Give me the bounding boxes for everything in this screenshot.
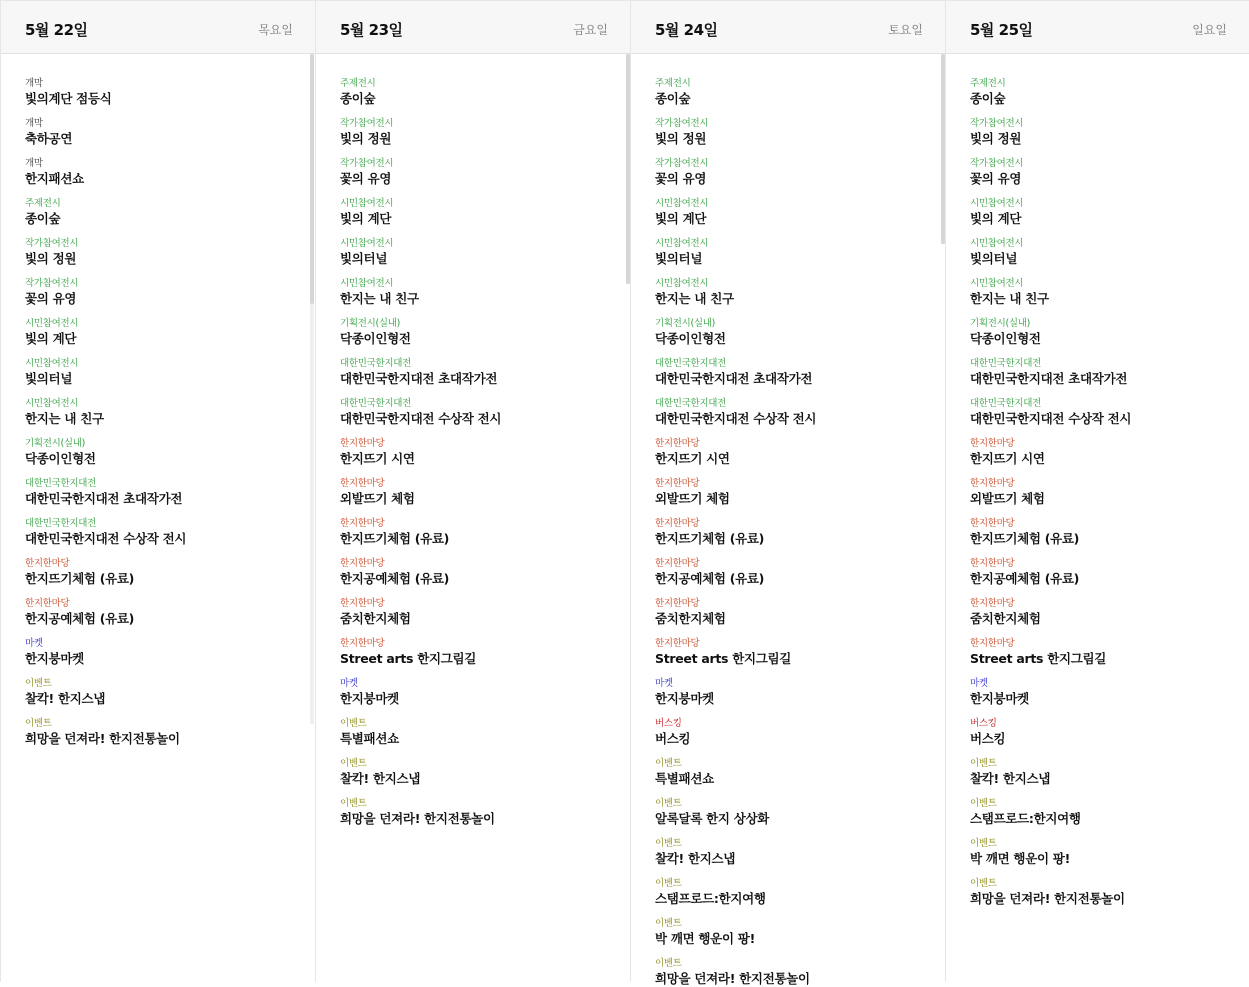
event-item[interactable] — [340, 118, 393, 147]
event-title: 희망을 던져라! 한지전통놀이 — [340, 811, 495, 826]
event-title: 대한민국한지대전 초대작가전 — [655, 371, 813, 386]
event-item[interactable] — [970, 478, 1045, 507]
event-item[interactable] — [970, 798, 1081, 827]
event-title: 찰칵! 한지스냅 — [655, 851, 736, 866]
event-category: 시민참여전시 — [340, 238, 394, 249]
event-title: 한지패션쇼 — [25, 171, 84, 186]
event-category: 시민참여전시 — [25, 358, 79, 369]
event-item[interactable] — [970, 158, 1023, 187]
event-title: 희망을 던져라! 한지전통놀이 — [655, 971, 810, 986]
event-item[interactable] — [655, 958, 810, 987]
event-category: 한지한마당 — [970, 518, 1015, 529]
event-title: 종이숲 — [340, 91, 376, 106]
event-item[interactable] — [970, 358, 1127, 387]
event-title: 빛의 계단 — [340, 211, 392, 226]
event-category: 작가참여전시 — [25, 278, 79, 289]
event-item[interactable] — [340, 198, 393, 227]
day-header — [316, 0, 630, 54]
event-title: 닥종이인형전 — [970, 331, 1041, 346]
event-category: 이벤트 — [340, 718, 367, 729]
event-category: 시민참여전시 — [340, 278, 394, 289]
event-title: 꽃의 유영 — [655, 171, 707, 186]
event-title: 한지는 내 친구 — [970, 291, 1049, 306]
event-category: 주제전시 — [970, 78, 1006, 89]
event-title: 찰칵! 한지스냅 — [25, 691, 106, 706]
day-column — [0, 0, 315, 982]
event-item[interactable] — [970, 678, 1029, 707]
event-item[interactable] — [970, 758, 1050, 787]
event-title: 대한민국한지대전 초대작가전 — [25, 491, 183, 506]
event-item[interactable] — [655, 838, 735, 867]
event-title: 대한민국한지대전 수상작 전시 — [25, 531, 187, 546]
event-category: 기획전시(실내) — [25, 438, 86, 449]
event-title: Street arts 한지그림길 — [970, 651, 1107, 666]
event-title: 빛의 정원 — [340, 131, 392, 146]
event-category: 한지한마당 — [970, 438, 1015, 449]
event-title: 종이숲 — [655, 91, 691, 106]
event-title: 한지공예체험 (유료) — [25, 611, 135, 626]
event-category: 한지한마당 — [340, 478, 385, 489]
day-weekday: 토요일 — [888, 23, 923, 37]
event-title: 빛의계단 점등식 — [25, 91, 112, 106]
event-category: 대한민국한지대전 — [25, 478, 97, 489]
event-category: 시민참여전시 — [655, 278, 709, 289]
event-category: 대한민국한지대전 — [340, 358, 412, 369]
day-weekday: 금요일 — [573, 23, 608, 37]
scrollbar-thumb[interactable] — [310, 54, 314, 304]
event-category: 대한민국한지대전 — [25, 518, 97, 529]
day-header — [946, 0, 1249, 54]
event-title: 외발뜨기 체험 — [655, 491, 730, 506]
event-item[interactable] — [340, 158, 393, 187]
event-title: 닥종이인형전 — [25, 451, 96, 466]
event-category: 작가참여전시 — [340, 118, 394, 129]
event-title: 빛의터널 — [340, 251, 388, 266]
event-category: 이벤트 — [970, 758, 997, 769]
scrollbar[interactable] — [310, 54, 314, 724]
event-category: 한지한마당 — [340, 558, 385, 569]
event-item[interactable] — [655, 918, 755, 947]
event-title: 한지붕마켓 — [655, 691, 714, 706]
event-category: 시민참여전시 — [970, 278, 1024, 289]
event-item[interactable] — [970, 598, 1041, 627]
event-title: 박 깨면 행운이 팡! — [970, 851, 1070, 866]
event-category: 기획전시(실내) — [655, 318, 716, 329]
event-category: 대한민국한지대전 — [970, 358, 1042, 369]
event-item[interactable] — [25, 718, 180, 747]
event-category: 개막 — [25, 158, 43, 169]
event-category: 시민참여전시 — [25, 398, 79, 409]
day-header — [1, 0, 315, 54]
event-category: 시민참여전시 — [655, 198, 709, 209]
event-item[interactable] — [340, 798, 495, 827]
event-title: 한지붕마켓 — [970, 691, 1029, 706]
event-item[interactable] — [970, 718, 1005, 747]
event-category: 주제전시 — [25, 198, 61, 209]
event-category: 대한민국한지대전 — [655, 398, 727, 409]
event-title: 빛의 정원 — [970, 131, 1022, 146]
event-category: 한지한마당 — [655, 438, 700, 449]
event-category: 작가참여전시 — [340, 158, 394, 169]
event-category: 이벤트 — [340, 758, 367, 769]
event-title: 줌치한지체험 — [655, 611, 726, 626]
event-item[interactable] — [655, 438, 730, 467]
event-item[interactable] — [655, 158, 708, 187]
event-category: 작가참여전시 — [970, 118, 1024, 129]
event-title: 대한민국한지대전 초대작가전 — [340, 371, 498, 386]
event-item[interactable] — [655, 678, 714, 707]
event-category: 한지한마당 — [340, 638, 385, 649]
event-item[interactable] — [25, 478, 182, 507]
event-item[interactable] — [655, 558, 764, 587]
event-title: 한지뜨기 시연 — [970, 451, 1045, 466]
event-category: 주제전시 — [340, 78, 376, 89]
event-category: 이벤트 — [655, 958, 682, 969]
event-category: 한지한마당 — [655, 478, 700, 489]
event-item[interactable] — [970, 78, 1006, 107]
event-title: 버스킹 — [970, 731, 1006, 746]
event-item[interactable] — [25, 78, 111, 107]
event-title: Street arts 한지그림길 — [340, 651, 477, 666]
event-item[interactable] — [340, 238, 393, 267]
event-item[interactable] — [340, 718, 399, 747]
event-item[interactable] — [25, 118, 72, 147]
event-item[interactable] — [655, 198, 708, 227]
event-title: 한지공예체험 (유료) — [340, 571, 450, 586]
day-date: 5월 25일 — [970, 21, 1033, 39]
event-category: 이벤트 — [655, 918, 682, 929]
day-column — [315, 0, 630, 982]
event-category: 이벤트 — [655, 838, 682, 849]
event-category: 시민참여전시 — [340, 198, 394, 209]
event-item[interactable] — [25, 318, 78, 347]
event-category: 이벤트 — [970, 798, 997, 809]
event-item[interactable] — [655, 118, 708, 147]
event-title: 닥종이인형전 — [340, 331, 411, 346]
event-item[interactable] — [655, 478, 730, 507]
event-category: 한지한마당 — [655, 598, 700, 609]
event-title: 빛의 정원 — [25, 251, 77, 266]
event-item[interactable] — [25, 238, 78, 267]
event-category: 한지한마당 — [340, 438, 385, 449]
event-item[interactable] — [655, 278, 734, 307]
event-category: 시민참여전시 — [970, 198, 1024, 209]
event-category: 주제전시 — [655, 78, 691, 89]
event-item[interactable] — [970, 318, 1041, 347]
event-title: 빛의 정원 — [655, 131, 707, 146]
event-category: 버스킹 — [970, 718, 997, 729]
event-category: 한지한마당 — [970, 638, 1015, 649]
event-category: 작가참여전시 — [25, 238, 79, 249]
event-title: 빛의터널 — [970, 251, 1018, 266]
event-category: 이벤트 — [970, 838, 997, 849]
event-item[interactable] — [655, 518, 764, 547]
event-category: 대한민국한지대전 — [655, 358, 727, 369]
event-category: 이벤트 — [25, 678, 52, 689]
event-item[interactable] — [970, 518, 1079, 547]
event-title: 빛의 계단 — [25, 331, 77, 346]
event-title: 꽃의 유영 — [970, 171, 1022, 186]
event-item[interactable] — [340, 678, 399, 707]
event-category: 작가참여전시 — [970, 158, 1024, 169]
event-category: 마켓 — [655, 678, 673, 689]
event-category: 기획전시(실내) — [340, 318, 401, 329]
event-title: 찰칵! 한지스냅 — [340, 771, 421, 786]
event-category: 이벤트 — [25, 718, 52, 729]
event-item[interactable] — [655, 758, 714, 787]
event-category: 마켓 — [340, 678, 358, 689]
event-item[interactable] — [25, 518, 186, 547]
event-category: 작가참여전시 — [655, 158, 709, 169]
event-title: 스탬프로드:한지여행 — [655, 891, 766, 906]
event-category: 마켓 — [25, 638, 43, 649]
event-category: 이벤트 — [655, 758, 682, 769]
event-title: 한지공예체험 (유료) — [970, 571, 1080, 586]
event-category: 이벤트 — [655, 878, 682, 889]
event-title: 빛의 계단 — [655, 211, 707, 226]
event-title: 알록달록 한지 상상화 — [655, 811, 770, 826]
event-title: 종이숲 — [970, 91, 1006, 106]
event-category: 한지한마당 — [340, 598, 385, 609]
day-weekday: 일요일 — [1192, 23, 1227, 37]
event-title: 박 깨면 행운이 팡! — [655, 931, 755, 946]
event-category: 한지한마당 — [655, 518, 700, 529]
event-item[interactable] — [25, 558, 134, 587]
day-weekday: 목요일 — [258, 23, 293, 37]
event-category: 한지한마당 — [340, 518, 385, 529]
event-item[interactable] — [340, 598, 411, 627]
event-title: 한지뜨기체험 (유료) — [970, 531, 1080, 546]
event-title: 한지공예체험 (유료) — [655, 571, 765, 586]
event-category: 시민참여전시 — [970, 238, 1024, 249]
event-category: 기획전시(실내) — [970, 318, 1031, 329]
event-category: 이벤트 — [655, 798, 682, 809]
event-item[interactable] — [340, 758, 420, 787]
event-item[interactable] — [970, 118, 1023, 147]
event-title: 희망을 던져라! 한지전통놀이 — [970, 891, 1125, 906]
event-item[interactable] — [970, 878, 1125, 907]
event-title: 한지뜨기 시연 — [340, 451, 415, 466]
event-item[interactable] — [340, 638, 476, 667]
event-category: 개막 — [25, 78, 43, 89]
event-title: 한지는 내 친구 — [25, 411, 104, 426]
event-title: 외발뜨기 체험 — [970, 491, 1045, 506]
event-category: 대한민국한지대전 — [970, 398, 1042, 409]
event-item[interactable] — [25, 678, 105, 707]
event-item[interactable] — [340, 318, 411, 347]
event-category: 대한민국한지대전 — [340, 398, 412, 409]
event-title: 한지뜨기체험 (유료) — [340, 531, 450, 546]
event-category: 이벤트 — [340, 798, 367, 809]
event-title: 대한민국한지대전 초대작가전 — [970, 371, 1128, 386]
event-title: 희망을 던져라! 한지전통놀이 — [25, 731, 180, 746]
event-item[interactable] — [25, 358, 78, 387]
event-item[interactable] — [655, 598, 726, 627]
event-item[interactable] — [340, 558, 449, 587]
event-title: 대한민국한지대전 수상작 전시 — [655, 411, 817, 426]
event-title: 한지뜨기 시연 — [655, 451, 730, 466]
event-title: 닥종이인형전 — [655, 331, 726, 346]
event-title: 줌치한지체험 — [340, 611, 411, 626]
event-item[interactable] — [655, 878, 766, 907]
event-title: 스탬프로드:한지여행 — [970, 811, 1081, 826]
event-category: 한지한마당 — [970, 558, 1015, 569]
event-item[interactable] — [655, 358, 812, 387]
event-title: 빛의터널 — [25, 371, 73, 386]
event-category: 한지한마당 — [655, 558, 700, 569]
event-category: 작가참여전시 — [655, 118, 709, 129]
event-item[interactable] — [25, 278, 78, 307]
event-category: 한지한마당 — [970, 598, 1015, 609]
event-category: 한지한마당 — [25, 598, 70, 609]
event-title: 축하공연 — [25, 131, 73, 146]
event-title: 외발뜨기 체험 — [340, 491, 415, 506]
event-item[interactable] — [25, 398, 104, 427]
event-title: Street arts 한지그림길 — [655, 651, 792, 666]
day-column — [945, 0, 1249, 982]
event-title: 찰칵! 한지스냅 — [970, 771, 1051, 786]
event-item[interactable] — [340, 78, 376, 107]
event-item[interactable] — [970, 558, 1079, 587]
event-item[interactable] — [340, 358, 497, 387]
event-category: 시민참여전시 — [25, 318, 79, 329]
event-title: 특별패션쇼 — [655, 771, 714, 786]
event-item[interactable] — [25, 598, 134, 627]
event-title: 종이숲 — [25, 211, 61, 226]
event-item[interactable] — [340, 518, 449, 547]
event-category: 이벤트 — [970, 878, 997, 889]
event-item[interactable] — [655, 78, 691, 107]
event-item[interactable] — [25, 158, 84, 187]
event-title: 한지뜨기체험 (유료) — [655, 531, 765, 546]
event-item[interactable] — [655, 798, 769, 827]
event-item[interactable] — [970, 838, 1070, 867]
event-title: 특별패션쇼 — [340, 731, 399, 746]
event-title: 한지붕마켓 — [25, 651, 84, 666]
day-date: 5월 22일 — [25, 21, 88, 39]
event-category: 버스킹 — [655, 718, 682, 729]
event-item[interactable] — [970, 638, 1106, 667]
event-category: 한지한마당 — [970, 478, 1015, 489]
event-title: 대한민국한지대전 수상작 전시 — [970, 411, 1132, 426]
event-title: 한지붕마켓 — [340, 691, 399, 706]
event-item[interactable] — [970, 398, 1131, 427]
event-title: 꽃의 유영 — [25, 291, 77, 306]
event-item[interactable] — [655, 638, 791, 667]
event-item[interactable] — [25, 198, 61, 227]
event-item[interactable] — [25, 638, 84, 667]
day-header — [631, 0, 945, 54]
event-item[interactable] — [340, 398, 501, 427]
event-item[interactable] — [970, 278, 1049, 307]
event-category: 한지한마당 — [655, 638, 700, 649]
event-title: 대한민국한지대전 수상작 전시 — [340, 411, 502, 426]
event-category: 개막 — [25, 118, 43, 129]
event-title: 한지뜨기체험 (유료) — [25, 571, 135, 586]
event-item[interactable] — [340, 478, 415, 507]
event-category: 한지한마당 — [25, 558, 70, 569]
day-date: 5월 24일 — [655, 21, 718, 39]
event-category: 시민참여전시 — [655, 238, 709, 249]
event-category: 마켓 — [970, 678, 988, 689]
event-item[interactable] — [25, 438, 96, 467]
event-title: 빛의 계단 — [970, 211, 1022, 226]
event-item[interactable] — [655, 718, 690, 747]
event-item[interactable] — [340, 278, 419, 307]
event-title: 한지는 내 친구 — [655, 291, 734, 306]
event-item[interactable] — [655, 238, 708, 267]
event-title: 한지는 내 친구 — [340, 291, 419, 306]
event-item[interactable] — [655, 318, 726, 347]
day-date: 5월 23일 — [340, 21, 403, 39]
event-title: 줌치한지체험 — [970, 611, 1041, 626]
event-item[interactable] — [970, 238, 1023, 267]
event-title: 꽃의 유영 — [340, 171, 392, 186]
event-item[interactable] — [340, 438, 415, 467]
event-title: 빛의터널 — [655, 251, 703, 266]
day-column — [630, 0, 945, 986]
event-item[interactable] — [655, 398, 816, 427]
event-item[interactable] — [970, 198, 1023, 227]
event-title: 버스킹 — [655, 731, 691, 746]
event-item[interactable] — [970, 438, 1045, 467]
